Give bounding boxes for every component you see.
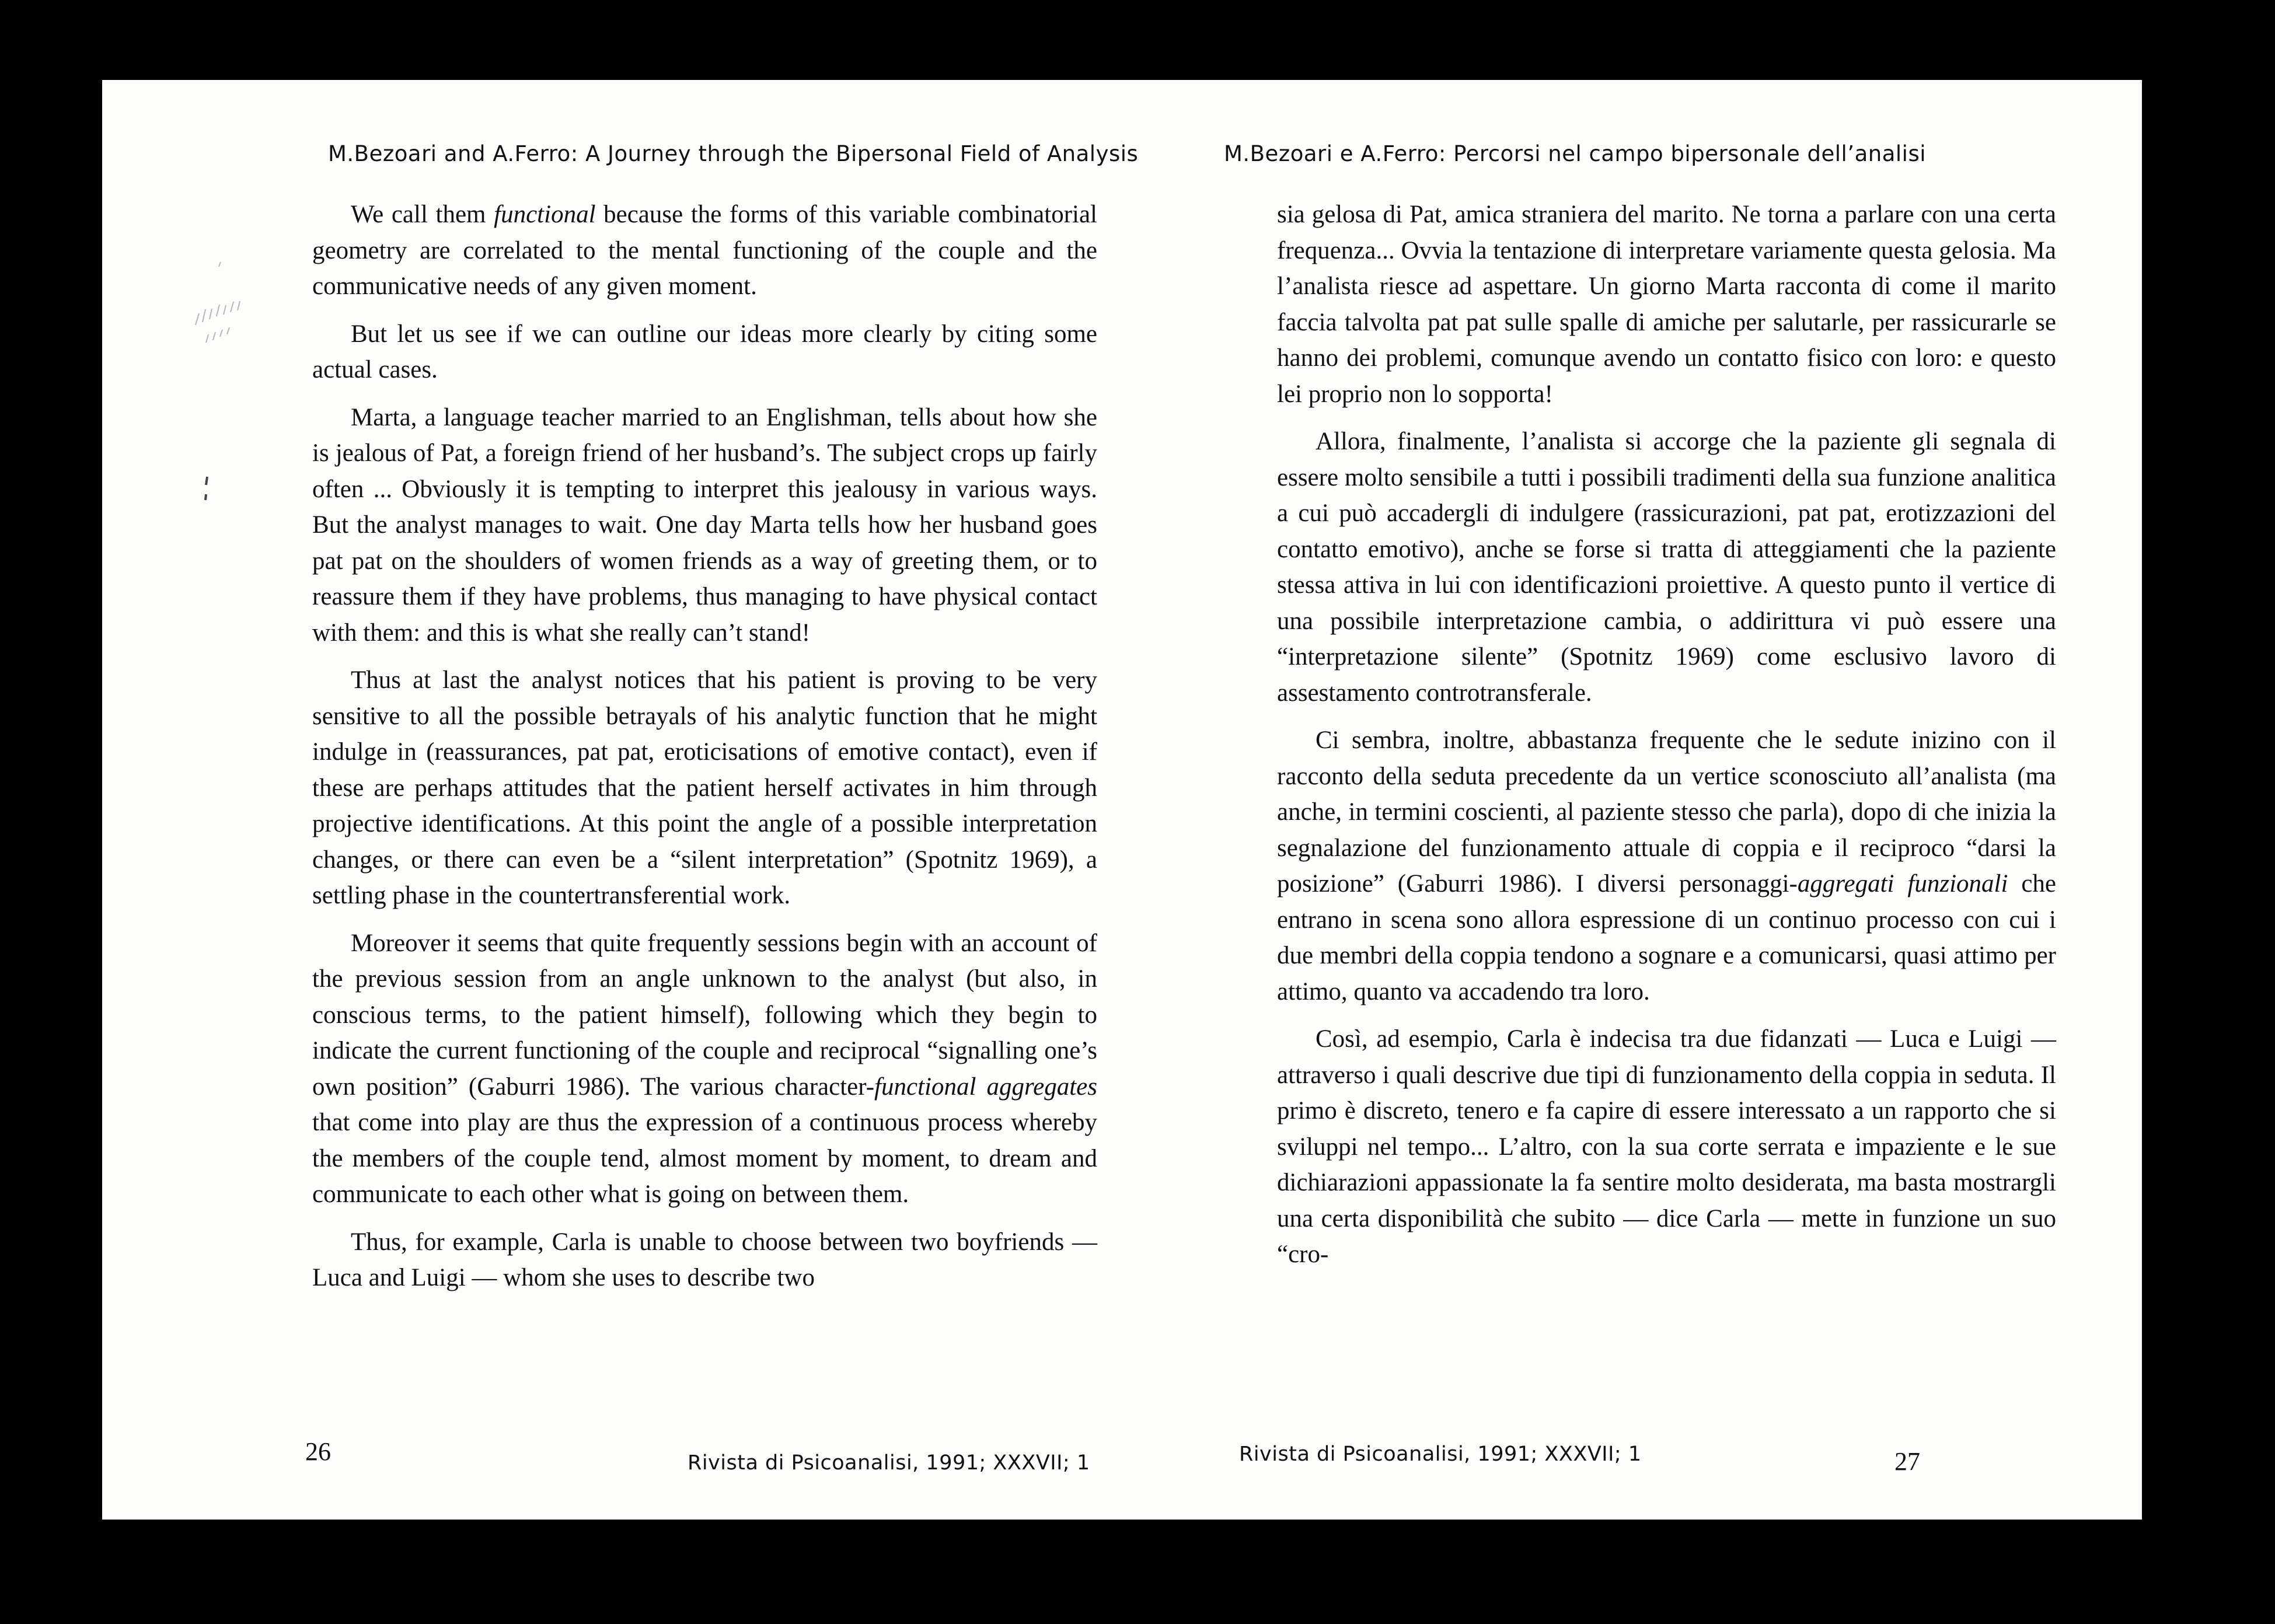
body-text — [1277, 197, 2056, 1284]
paragraph: Thus at last the analyst notices that his patient is proving to be very sensitive to all the possible betrayals of his analytic function that he might indulge in (reassurances, pat pat, eroticisations of emotive contact), even if these are perhaps attitudes that the patient herself activates in him through projective identifications. At this point the angle of a possible interpretation changes, or there can even be a “silent interpretation” (Spotnitz 1969), a settling phase in the countertransferential work. — [312, 666, 1097, 909]
paragraph: We call them functional because the forms of this variable combinatorial geometry are correlated to the mental functioning of the couple and the communicative needs of any given moment. — [312, 201, 1097, 300]
left-page — [102, 80, 1139, 1520]
running-header: M.Bezoari and A.Ferro: A Journey through the Bipersonal Field of Analysis — [328, 141, 1139, 166]
journal-citation: Rivista di Psicoanalisi, 1991; XXXVII; 1 — [1239, 1443, 1642, 1466]
paragraph: Ci sembra, inoltre, abbastanza frequente che le sedute inizino con il racconto della seduta precedente da un vertice sconosciuto all’analista (ma anche, in termini coscienti, al paziente stesso che parla), dopo di che inizia la segnalazione del funzionamento attuale di coppia e il reciproco “darsi la posizione” (Gaburri 1986). I diversi personaggi-aggregati funzionali che entrano in scena sono allora espressione di un continuo processo con cui i due membri della coppia tendono a sognare e a comunicarsi, quasi attimo per attimo, quanto va accadendo tra loro. — [1277, 727, 2056, 1005]
paragraph: Allora, finalmente, l’analista si accorge che la paziente gli segnala di essere molto sensibile a tutti i possibili tradimenti della sua funzione analitica a cui può accadergli di indulgere (rassicurazioni, pat pat, erotizzazioni del contatto emotivo), anche se forse si tratta di atteggiamenti che la paziente stessa attiva in lui con identificazioni proiettive. A questo punto il vertice di una possibile interpretazione cambia, o addirittura vi può essere una “interpretazione silente” (Spotnitz 1969) come esclusivo lavoro di assestamento controtransferale. — [1277, 428, 2056, 707]
page-number: 26 — [305, 1437, 331, 1466]
paragraph: Marta, a language teacher married to an Englishman, tells about how she is jealous of Pat, a foreign friend of her husband’s. The subject crops up fairly often ... Obviously it is tempting to interpret this jealousy in various ways. But the analyst manages to wait. One day Marta tells how her husband goes pat pat on the shoulders of women friends as a way of greeting them, or to reassure them if they have problems, thus managing to have physical contact with them: and this is what she really can’t stand! — [312, 403, 1097, 647]
right-page — [1122, 80, 2142, 1520]
book-spread — [102, 80, 2142, 1520]
paragraph: Moreover it seems that quite frequently sessions begin with an account of the previous session from an angle unknown to the analyst (but also, in conscious terms, to the patient himself), following which they begin to indicate the current functioning of the couple and reciprocal “signalling one’s own position” (Gaburri 1986). The various character-functional aggregates that come into play are thus the expression of a continuous process whereby the members of the couple tend, almost moment by moment, to dream and communicate to each other what is going on between them. — [312, 929, 1097, 1208]
running-header: M.Bezoari e A.Ferro: Percorsi nel campo bipersonale dell’analisi — [1223, 141, 1926, 166]
paragraph: sia gelosa di Pat, amica straniera del marito. Ne torna a parlare con una certa frequenza... Ovvia la tentazione di interpretare variamente questa gelosia. Ma l’analista riesce ad aspettare. Un giorno Marta racconta di come il marito faccia talvolta pat pat sulle spalle di amiche per salutarle, per rassicurarle se hanno dei problemi, comunque avendo un contatto fisico con loro: e questo lei proprio non lo sopporta! — [1277, 201, 2056, 408]
body-text — [312, 197, 1097, 1308]
paragraph: But let us see if we can outline our ideas more clearly by citing some actual cases. — [312, 320, 1097, 383]
paragraph: Così, ad esempio, Carla è indecisa tra due fidanzati — Luca e Luigi — attraverso i quali descrive due tipi di funzionamento della coppia in seduta. Il primo è discreto, tenero e fa capire di essere interessato a un rapporto che si sviluppi nel tempo... L’altro, con la sua corte serrata e impaziente e le sue dichiarazioni appassionate la fa sentire molto desiderata, ma basta mostrargli una certa disponibilità che subito — dice Carla — mette in funzione un suo “cro- — [1277, 1025, 2056, 1268]
paragraph: Thus, for example, Carla is unable to choose between two boyfriends — Luca and Luigi — whom she uses to describe two — [312, 1228, 1097, 1291]
pencil-marks — [184, 220, 301, 512]
page-number: 27 — [1894, 1447, 1920, 1476]
journal-citation: Rivista di Psicoanalisi, 1991; XXXVII; 1 — [688, 1451, 1090, 1475]
